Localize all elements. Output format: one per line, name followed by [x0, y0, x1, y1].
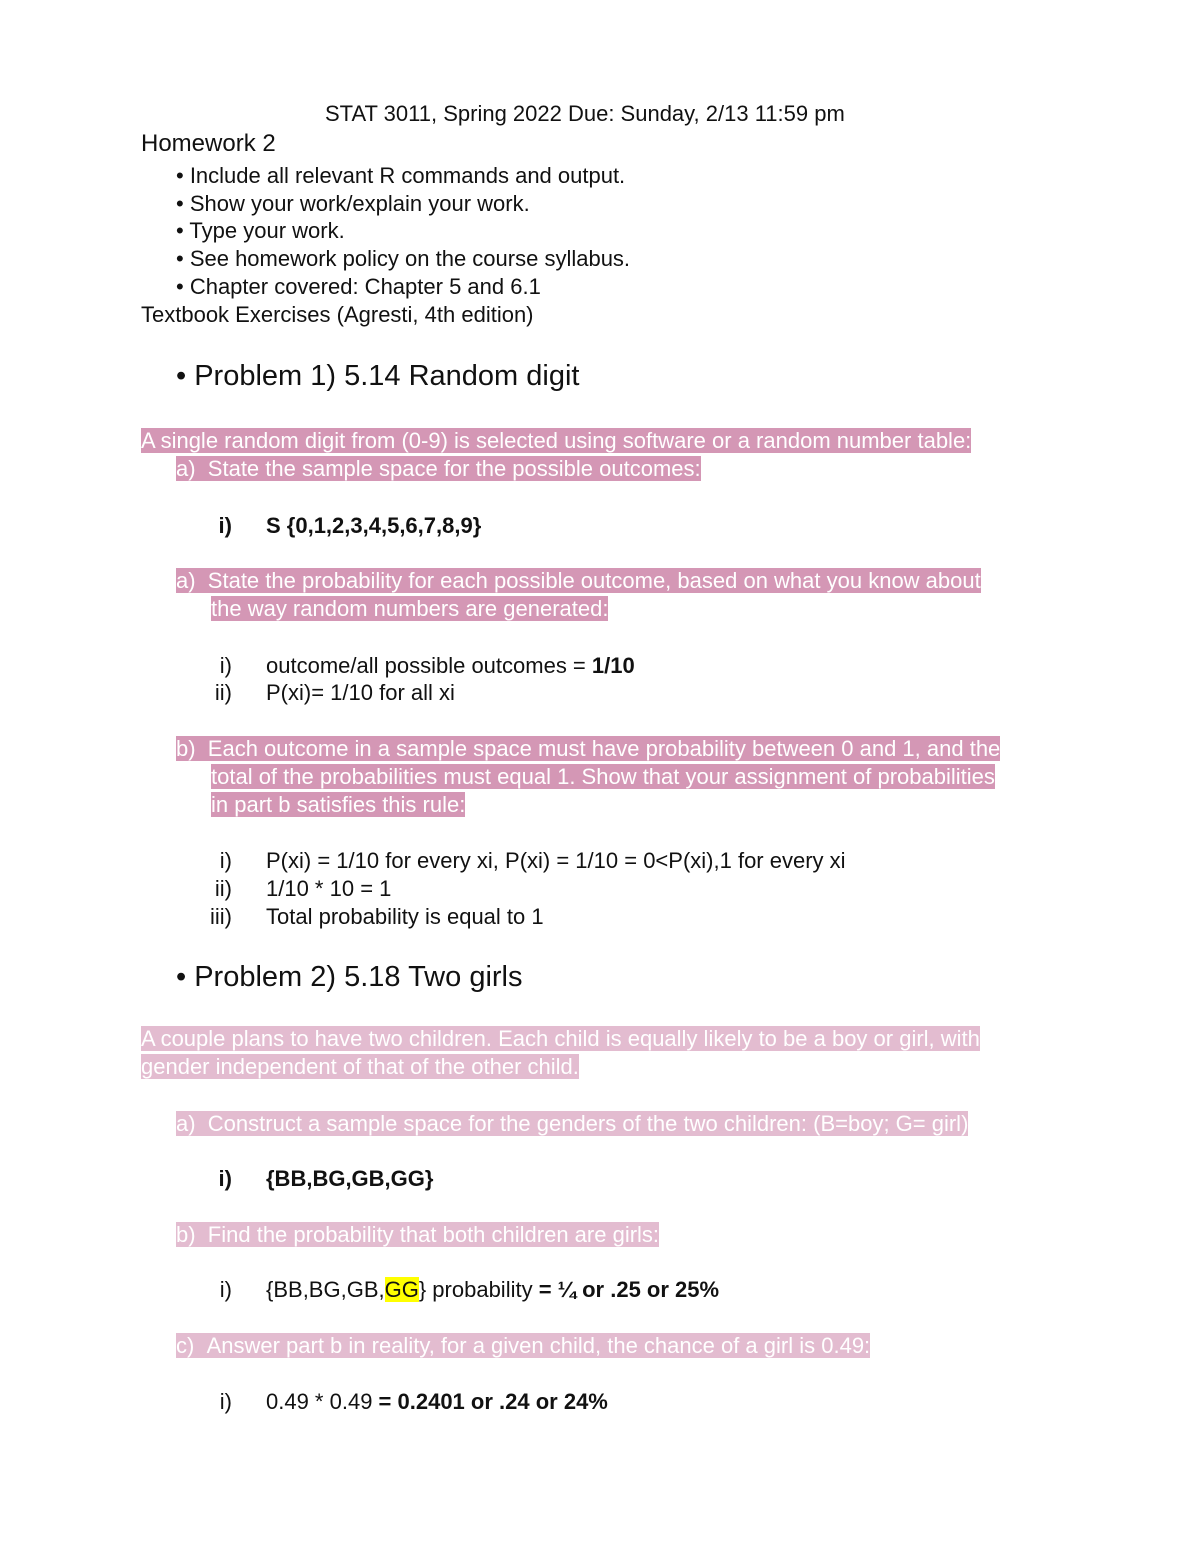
problem-1-question-c-cont [211, 766, 995, 788]
answer-number: i) [219, 1389, 232, 1414]
problem-1-question-c [176, 738, 1000, 760]
question-label [176, 1333, 207, 1358]
textbook-line: Textbook Exercises (Agresti, 4th edition) [141, 302, 534, 327]
problem-1-answer-a [192, 515, 481, 537]
question-label [176, 456, 208, 481]
answer-number: i) [218, 1166, 232, 1191]
problem-1-answer-b1 [192, 655, 635, 677]
answer-number: i) [219, 653, 232, 678]
answer-number: iii) [210, 904, 232, 929]
question-label [176, 1111, 208, 1136]
answer-number: i) [219, 848, 232, 873]
answer-text: P(xi) = 1/10 for every xi, P(xi) = 1/10 = 0<P(xi),1 for every xi [266, 848, 846, 873]
problem-2-question-b [176, 1224, 659, 1246]
problem-2-prompt-text: gender independent of that of the other child. [141, 1054, 579, 1079]
question-text: Find the probability that both children are girls: [207, 1222, 660, 1247]
question-text: Each outcome in a sample space must have probability between 0 and 1, and the [207, 736, 1001, 761]
problem-2-prompt-cont [141, 1056, 579, 1078]
question-label-text: a) [176, 1111, 196, 1136]
question-label-text: a) [176, 568, 196, 593]
question-label [176, 1222, 208, 1247]
question-label [176, 736, 208, 761]
answer-bold: 1/10 [591, 653, 635, 678]
problem-1-question-b-cont [211, 598, 608, 620]
problem-1-prompt-text: A single random digit from (0-9) is selected using software or a random number table: [141, 428, 972, 453]
problem-2-heading: • Problem 2) 5.18 Two girls [176, 961, 523, 993]
question-text: in part b satisfies this rule: [211, 792, 466, 817]
problem-1-question-a [176, 458, 701, 480]
course-header: STAT 3011, Spring 2022 Due: Sunday, 2/13 11:59 pm [325, 101, 845, 126]
problem-1-prompt [141, 430, 971, 452]
instruction-item: • See homework policy on the course syllabus. [176, 246, 631, 271]
answer-text: 1/10 * 10 = 1 [266, 876, 392, 901]
problem-1-heading: • Problem 1) 5.14 Random digit [176, 360, 580, 392]
answer-text: 0.49 * 0.49 [266, 1389, 379, 1414]
question-text: total of the probabilities must equal 1. Show that your assignment of probabilities [211, 764, 995, 789]
question-label-text: b) [176, 1222, 196, 1247]
answer-text: outcome/all possible outcomes = [266, 653, 592, 678]
problem-2-answer-c [192, 1391, 608, 1413]
answer-text: {BB,BG,GB,GG} [266, 1166, 434, 1191]
problem-1-question-b [176, 570, 981, 592]
question-text: the way random numbers are generated: [211, 596, 609, 621]
problem-2-question-a [176, 1113, 968, 1135]
problem-1-answer-c2 [192, 878, 391, 900]
answer-text: {BB,BG,GB, [266, 1277, 385, 1302]
question-label-text: c) [176, 1333, 195, 1358]
problem-1-answer-c3 [192, 906, 544, 928]
problem-2-answer-b [192, 1279, 719, 1301]
answer-text: P(xi)= 1/10 for all xi [266, 680, 455, 705]
question-label-text: a) [176, 456, 196, 481]
problem-2-question-c [176, 1335, 870, 1357]
answer-number: ii) [214, 876, 232, 901]
problem-1-answer-b2 [192, 682, 455, 704]
problem-2-prompt [141, 1028, 980, 1050]
problem-2-prompt-text: A couple plans to have two children. Each child is equally likely to be a boy or girl, with [141, 1026, 980, 1051]
page-title: Homework 2 [141, 130, 276, 157]
question-text: Answer part b in reality, for a given child, the chance of a girl is 0.49: [206, 1333, 871, 1358]
question-label-text: b) [176, 736, 196, 761]
problem-2-answer-a [192, 1168, 433, 1190]
instruction-item: • Include all relevant R commands and output. [176, 163, 626, 188]
question-text: State the sample space for the possible outcomes: [207, 456, 701, 481]
answer-bold: = 0.2401 or .24 or 24% [378, 1389, 608, 1414]
answer-bold: = ¼ or .25 or 25% [538, 1277, 720, 1302]
instruction-item: • Show your work/explain your work. [176, 191, 530, 216]
answer-number: ii) [214, 680, 232, 705]
answer-text: Total probability is equal to 1 [266, 904, 544, 929]
answer-text: } probability [418, 1277, 539, 1302]
question-label [176, 568, 208, 593]
instruction-item: • Type your work. [176, 218, 345, 243]
question-text: Construct a sample space for the genders of the two children: (B=boy; G= girl) [207, 1111, 969, 1136]
instruction-item: • Chapter covered: Chapter 5 and 6.1 [176, 274, 541, 299]
problem-1-answer-c1 [192, 850, 846, 872]
question-text: State the probability for each possible outcome, based on what you know about [207, 568, 981, 593]
highlighted-outcome: GG [384, 1277, 419, 1302]
answer-number: i) [219, 1277, 232, 1302]
answer-text: S {0,1,2,3,4,5,6,7,8,9} [266, 513, 482, 538]
problem-1-question-c-cont2 [211, 794, 465, 816]
answer-number: i) [218, 513, 232, 538]
